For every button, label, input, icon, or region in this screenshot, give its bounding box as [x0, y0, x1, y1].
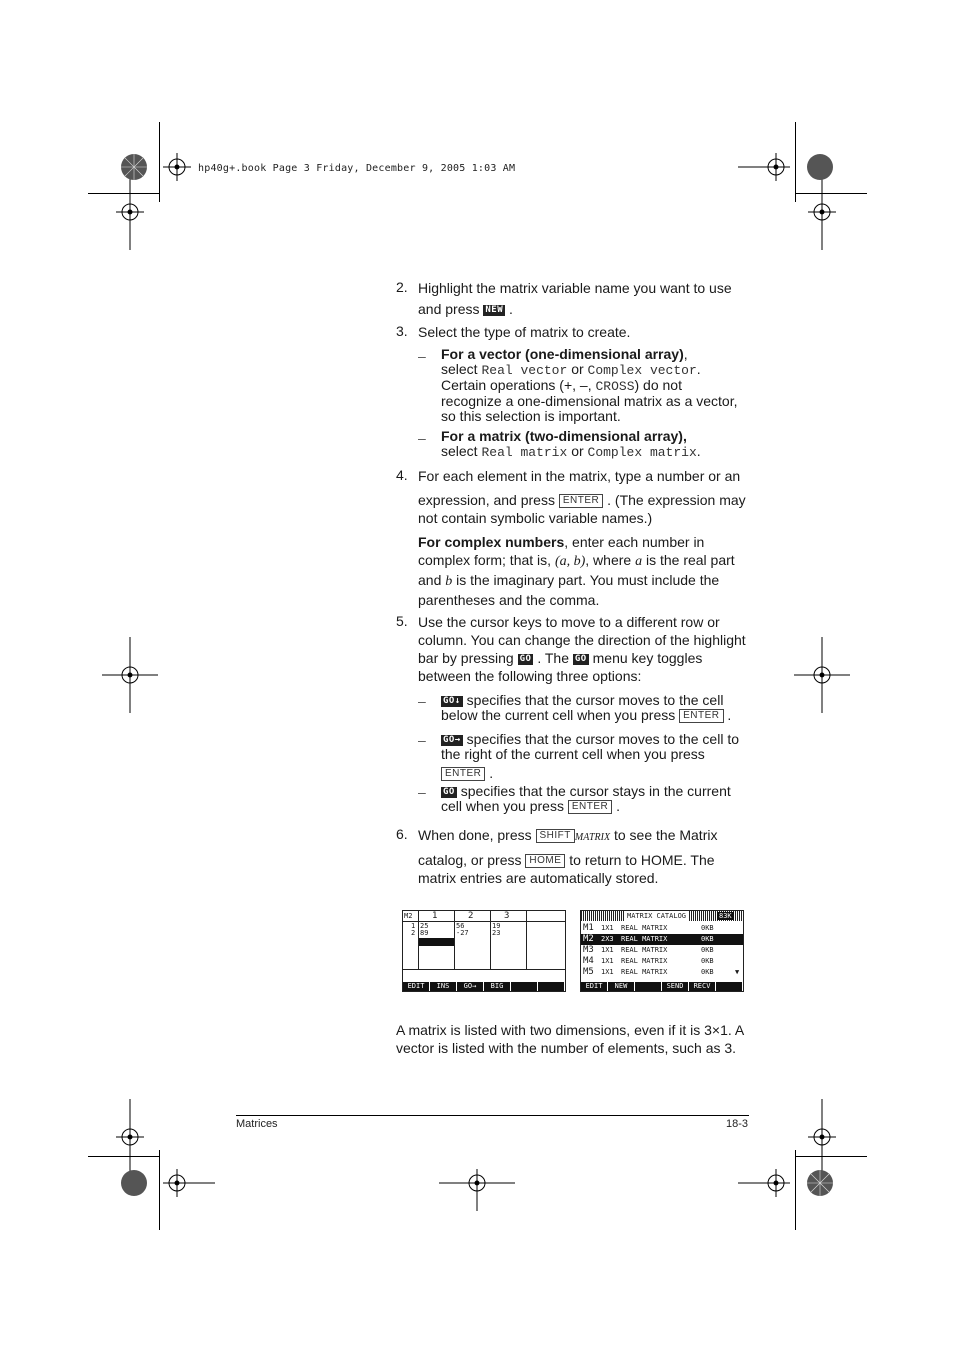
cell: -27 [456, 929, 469, 937]
menu-key-ins[interactable]: INS [430, 982, 457, 991]
math: (a, b) [554, 554, 586, 569]
punct: . [509, 301, 513, 317]
text: . (The expression may [607, 492, 746, 508]
text-line: For each element in the matrix, type a number or an [418, 468, 741, 484]
menu-key-empty[interactable] [635, 982, 662, 991]
text-line: between the following three options: [418, 668, 642, 684]
row-header: 2 [411, 929, 416, 937]
divider [490, 911, 491, 969]
enter-key-icon: ENTER [441, 767, 485, 781]
go-softkey-icon: GO [574, 653, 587, 664]
item-type: REAL MATRIX [621, 946, 668, 954]
punct: . [727, 707, 732, 723]
matrix-editor-screen [402, 910, 566, 992]
step-number: 3. [396, 323, 408, 339]
text-line: so this selection is important. [441, 408, 621, 424]
col-header: 1 [432, 911, 438, 921]
math: a [635, 554, 643, 569]
text: When done, press [418, 827, 532, 843]
go-right-option [441, 732, 761, 781]
bold-heading: For a vector (one-dimensional array) [441, 346, 684, 362]
step-number: 5. [396, 613, 408, 629]
menu-key-send[interactable]: SEND [662, 982, 689, 991]
menu-key-empty[interactable] [511, 982, 538, 991]
menu-key-recv[interactable]: RECV [689, 982, 716, 991]
real-matrix-option: Real matrix [481, 445, 568, 460]
matrix-option [441, 429, 761, 460]
divider [526, 911, 527, 969]
punct: . [696, 361, 701, 377]
item-dim: 2X3 [601, 935, 614, 943]
col-header: 3 [504, 911, 510, 921]
catalog-item[interactable] [581, 945, 743, 956]
divider [403, 969, 565, 970]
step-6-text [418, 826, 758, 887]
text: and [418, 572, 442, 588]
highlight-cell [419, 938, 454, 946]
text: below the current cell when you press [441, 707, 676, 723]
cell: 89 [420, 929, 429, 937]
go-right-softkey-icon: GO→ [443, 734, 461, 745]
item-dim: 1X1 [601, 968, 614, 976]
item-name: M5 [583, 967, 594, 977]
menu-key-empty[interactable] [538, 982, 565, 991]
text: specifies that the cursor moves to the cell to [466, 731, 740, 747]
catalog-item[interactable] [581, 934, 743, 945]
text: complex form; that is, [418, 552, 552, 568]
memory-free: 83K [719, 912, 732, 920]
editor-header [403, 911, 565, 922]
text-line: A matrix is listed with two dimensions, even if it is 3×1. A [396, 1022, 745, 1038]
text-line: vector is listed with the number of elements, such as 3. [396, 1040, 737, 1056]
text: select [441, 443, 478, 459]
menu-key-edit[interactable]: EDIT [581, 982, 608, 991]
item-type: REAL MATRIX [621, 924, 668, 932]
text: to return to HOME. The [569, 852, 715, 868]
step-4-text [418, 467, 758, 609]
text: specifies that the cursor moves to the cell [466, 692, 724, 708]
item-size: 0KB [701, 924, 714, 932]
shift-key-icon: SHIFT [536, 829, 575, 843]
text: to see the Matrix [613, 827, 718, 843]
complex-matrix-option: Complex matrix [587, 445, 697, 460]
text: or [571, 443, 584, 459]
footer-chapter: Matrices [236, 1118, 278, 1130]
matrix-name: M2 [404, 912, 413, 920]
menu-key-edit[interactable]: EDIT [403, 982, 430, 991]
text: expression, and press [418, 492, 555, 508]
step-3-text: Select the type of matrix to create. [418, 324, 631, 340]
text-line: recognize a one-dimensional matrix as a vector, [441, 393, 738, 409]
item-name: M4 [583, 956, 594, 966]
bullet-dash: – [418, 348, 426, 364]
text: bar by pressing [418, 650, 514, 666]
row-headers [411, 923, 415, 937]
math: b [445, 574, 453, 589]
complex-vector-option: Complex vector [587, 363, 697, 378]
enter-key-icon: ENTER [679, 709, 723, 723]
catalog-list [581, 923, 743, 978]
closing-paragraph [396, 1021, 756, 1057]
step-number: 2. [396, 279, 408, 295]
text: is the imaginary part. You must include the [456, 572, 720, 588]
matrix-catalog-screen [580, 910, 744, 992]
item-name: M2 [583, 934, 594, 944]
text-line: column. You can change the direction of the highlight [418, 632, 746, 648]
catalog-title: MATRIX CATALOG [627, 912, 687, 920]
go-down-option [441, 693, 761, 723]
bullet-dash: – [418, 430, 426, 446]
cell-col-1 [420, 923, 428, 937]
catalog-item[interactable] [581, 967, 743, 978]
cell: 56 [456, 922, 465, 930]
matrix-key-label: MATRIX [574, 832, 611, 843]
menu-key-go[interactable]: GO→ [457, 982, 484, 991]
cell-col-3 [492, 923, 500, 937]
enter-key-icon: ENTER [568, 800, 612, 814]
row-header: 1 [411, 922, 416, 930]
step-number: 6. [396, 826, 408, 842]
print-slug: hp40g+.book Page 3 Friday, December 9, 2005 1:03 AM [198, 163, 516, 174]
go-softkey-icon: GO [443, 786, 455, 797]
cell: 19 [492, 922, 501, 930]
scroll-down-icon: ▼ [735, 968, 740, 976]
text: select [441, 361, 478, 377]
text: specifies that the cursor stays in the current [460, 783, 731, 799]
cross-command: CROSS [595, 379, 635, 394]
text-line: Highlight the matrix variable name you want to use [418, 280, 732, 296]
text-line: matrix entries are automatically stored. [418, 870, 659, 886]
go-stay-option [441, 784, 761, 814]
go-softkey-icon: GO [519, 653, 532, 664]
go-down-softkey-icon: GO↓ [443, 695, 461, 706]
bold-heading: For a matrix (two-dimensional array), [441, 428, 687, 444]
col-header: 2 [468, 911, 474, 921]
bold-heading: For complex numbers [418, 534, 565, 550]
item-dim: 1X1 [601, 946, 614, 954]
punct: , [683, 346, 688, 362]
step-5-text [418, 613, 758, 685]
text-line: parentheses and the comma. [418, 592, 600, 608]
text: ) do not [634, 377, 682, 393]
item-size: 0KB [701, 935, 714, 943]
cell: 25 [420, 922, 429, 930]
step-number: 4. [396, 467, 408, 483]
text-line: not contain symbolic variable names.) [418, 510, 653, 526]
item-type: REAL MATRIX [621, 968, 668, 976]
menu-key-empty[interactable] [716, 982, 743, 991]
real-vector-option: Real vector [481, 363, 568, 378]
menu-key-new[interactable]: NEW [608, 982, 635, 991]
new-softkey-icon: NEW [485, 304, 504, 315]
home-key-icon: HOME [525, 854, 565, 868]
item-size: 0KB [701, 968, 714, 976]
text: . The [537, 650, 569, 666]
item-dim: 1X1 [601, 957, 614, 965]
text: catalog, or press [418, 852, 522, 868]
catalog-menu [581, 982, 743, 991]
text-line: Use the cursor keys to move to a different row or [418, 614, 720, 630]
text: is the real part [645, 552, 735, 568]
item-size: 0KB [701, 957, 714, 965]
text: cell when you press [441, 798, 564, 814]
text: Certain operations (+, –, [441, 377, 592, 393]
text-line: the right of the current cell when you press [441, 746, 705, 762]
vector-option [441, 347, 761, 424]
catalog-item[interactable] [581, 956, 743, 967]
enter-key-icon: ENTER [559, 494, 603, 508]
item-name: M3 [583, 945, 594, 955]
bullet-dash: – [418, 784, 426, 800]
item-dim: 1X1 [601, 924, 614, 932]
cell-col-2 [456, 923, 469, 937]
item-name: M1 [583, 923, 594, 933]
bullet-dash: – [418, 732, 426, 748]
text: , where [585, 552, 632, 568]
text-line: and press [418, 301, 480, 317]
punct: . [616, 798, 621, 814]
editor-menu [403, 982, 565, 991]
divider [454, 911, 455, 969]
cell: 23 [492, 929, 501, 937]
punct: . [696, 443, 701, 459]
page-number: 18-3 [726, 1118, 749, 1130]
step-2-text [418, 279, 758, 318]
text: or [571, 361, 584, 377]
text: menu key toggles [592, 650, 703, 666]
footer-rule [236, 1115, 749, 1116]
catalog-item[interactable] [581, 923, 743, 934]
item-type: REAL MATRIX [621, 935, 668, 943]
text: , enter each number in [564, 534, 705, 550]
item-size: 0KB [701, 946, 714, 954]
item-type: REAL MATRIX [621, 957, 668, 965]
menu-key-big[interactable]: BIG [484, 982, 511, 991]
punct: . [489, 765, 494, 781]
bullet-dash: – [418, 693, 426, 709]
